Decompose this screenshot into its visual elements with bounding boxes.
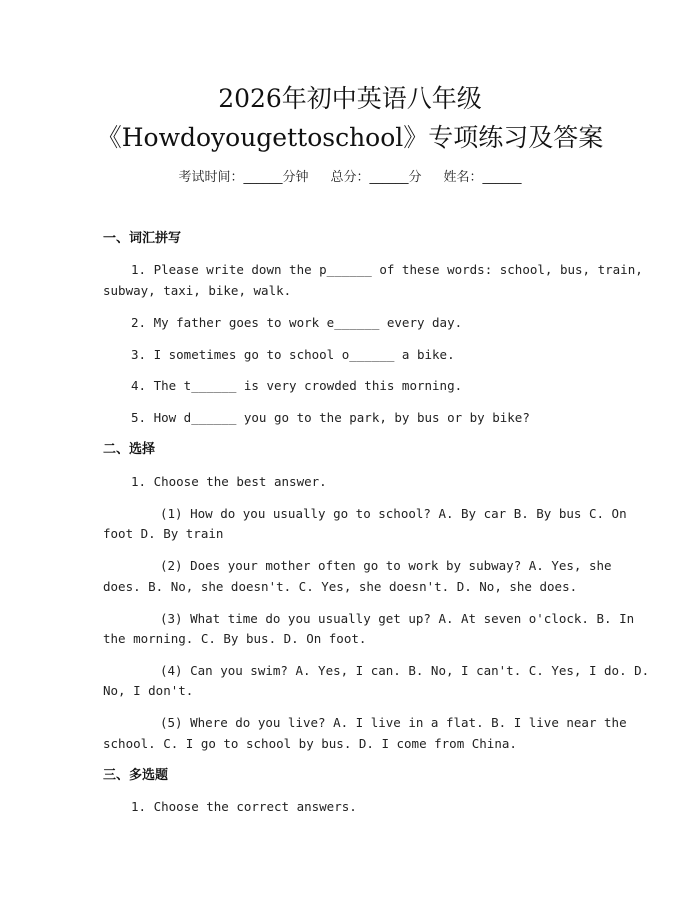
sub-question-text: (3) What time do you usually get up? A. At seven o'clock. B. In — [160, 611, 635, 626]
exam-info-row — [0, 168, 700, 188]
document-title-line1: 2026年初中英语八年级 — [218, 84, 482, 113]
sub-question-text: No, I don't. — [103, 683, 194, 698]
document-title-line2: 《Howdoyougettoschool》专项练习及答案 — [96, 123, 604, 152]
question-text: 4. The t______ is very crowded this morning. — [131, 378, 463, 393]
sub-question-text: school. C. I go to school by bus. D. I come from China. — [103, 736, 517, 751]
question-text: 3. I sometimes go to school o______ a bike. — [131, 347, 455, 362]
total-score-field: 总分：______分 — [330, 170, 422, 185]
exam-time-field: 考试时间：______分钟 — [178, 170, 309, 185]
question-text: 2. My father goes to work e______ every day. — [131, 315, 463, 330]
sub-question-text: (4) Can you swim? A. Yes, I can. B. No, I can't. C. Yes, I do. D. — [160, 663, 650, 678]
section-heading-multiple-choice: 三、多选题 — [103, 768, 169, 783]
question-text: subway, taxi, bike, walk. — [103, 283, 292, 298]
question-text: 5. How d______ you go to the park, by bus or by bike? — [131, 410, 530, 425]
question-text: 1. Choose the best answer. — [131, 474, 327, 489]
sub-question-text: (2) Does your mother often go to work by subway? A. Yes, she — [160, 558, 612, 573]
section-heading-vocabulary: 一、词汇拼写 — [103, 231, 182, 246]
sub-question-text: does. B. No, she doesn't. C. Yes, she doesn't. D. No, she does. — [103, 579, 578, 594]
section-heading-choice: 二、选择 — [103, 442, 156, 457]
question-text: 1. Please write down the p______ of these words: school, bus, train, — [131, 262, 643, 277]
question-text: 1. Choose the correct answers. — [131, 799, 357, 814]
sub-question-text: the morning. C. By bus. D. On foot. — [103, 631, 367, 646]
sub-question-text: foot D. By train — [103, 526, 224, 541]
sub-question-text: (1) How do you usually go to school? A. By car B. By bus C. On — [160, 506, 627, 521]
name-field: 姓名：______ — [443, 170, 522, 185]
sub-question-text: (5) Where do you live? A. I live in a flat. B. I live near the — [160, 715, 627, 730]
